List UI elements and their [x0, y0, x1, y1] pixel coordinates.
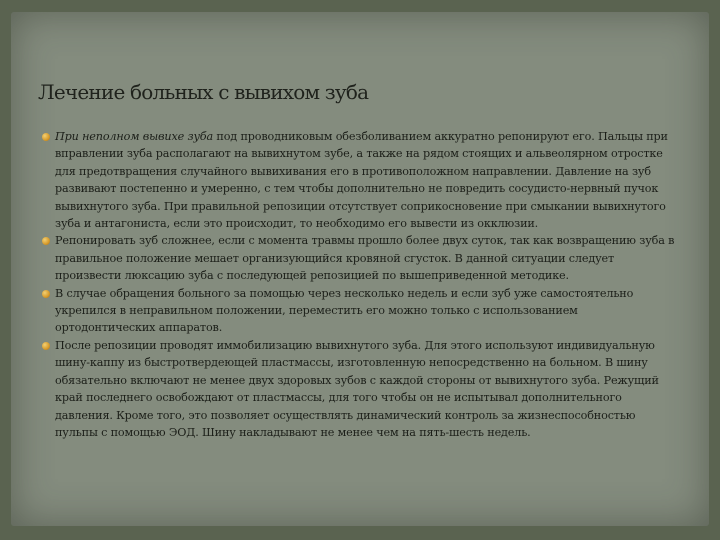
bullet-lead-italic: При неполном вывихе зуба: [55, 130, 213, 143]
bullet-list: [40, 128, 680, 441]
bullet-item: [40, 128, 680, 232]
bullet-text: После репозиции проводят иммобилизацию вывихнутого зуба. Для этого используют индивидуальную шину-каппу из быстротвердеющей пластмассы, изготовленную непосредственно на больном. В шину обязательно включают не менее двух здоровых зубов с каждой стороны от вывихнутого зуба. Режущий край последнего освобождают от пластмассы, для того чтобы он не испытывал дополнительного давления. Кроме того, это позволяет осуществлять динамический контроль за жизнеспособностью пульпы с помощью ЭОД. Шину накладывают не менее чем на пять-шесть недель.: [55, 338, 659, 439]
bullet-text: В случае обращения больного за помощью через несколько недель и если зуб уже самостоятельно укрепился в неправильном положении, переместить его можно только с использованием ортодонтических аппаратов.: [55, 286, 634, 335]
round-bullet-icon: [42, 237, 50, 245]
bullet-item: [40, 285, 680, 337]
round-bullet-icon: [42, 342, 50, 350]
bullet-item: [40, 232, 680, 284]
bullet-item: [40, 337, 680, 441]
round-bullet-icon: [42, 133, 50, 141]
bullet-text: под проводниковым обезболиванием аккуратно репонируют его. Пальцы при вправлении зуба располагают на вывихнутом зубе, а также на рядом стоящих и альвеолярном отростке для предотвращения случайного вывихивания его в противоположном направлении. Давление на зуб развивают постепенно и умеренно, с тем чтобы дополнительно не повредить сосудисто-нервный пучок вывихнутого зуба. При правильной репозиции отсутствует соприкосновение при смыкании вывихнутого зуба и антагониста, если это происходит, то необходимо его вывести из окклюзии.: [55, 130, 668, 231]
round-bullet-icon: [42, 290, 50, 298]
bullet-text: Репонировать зуб сложнее, если с момента травмы прошло более двух суток, так как возвращению зуба в правильное положение мешает организующийся кровяной сгусток. В данной ситуации следует произвести люксацию зуба с последующей репозицией по вышеприведенной методике.: [55, 234, 675, 283]
slide-title: Лечение больных с вывихом зуба: [38, 80, 369, 104]
